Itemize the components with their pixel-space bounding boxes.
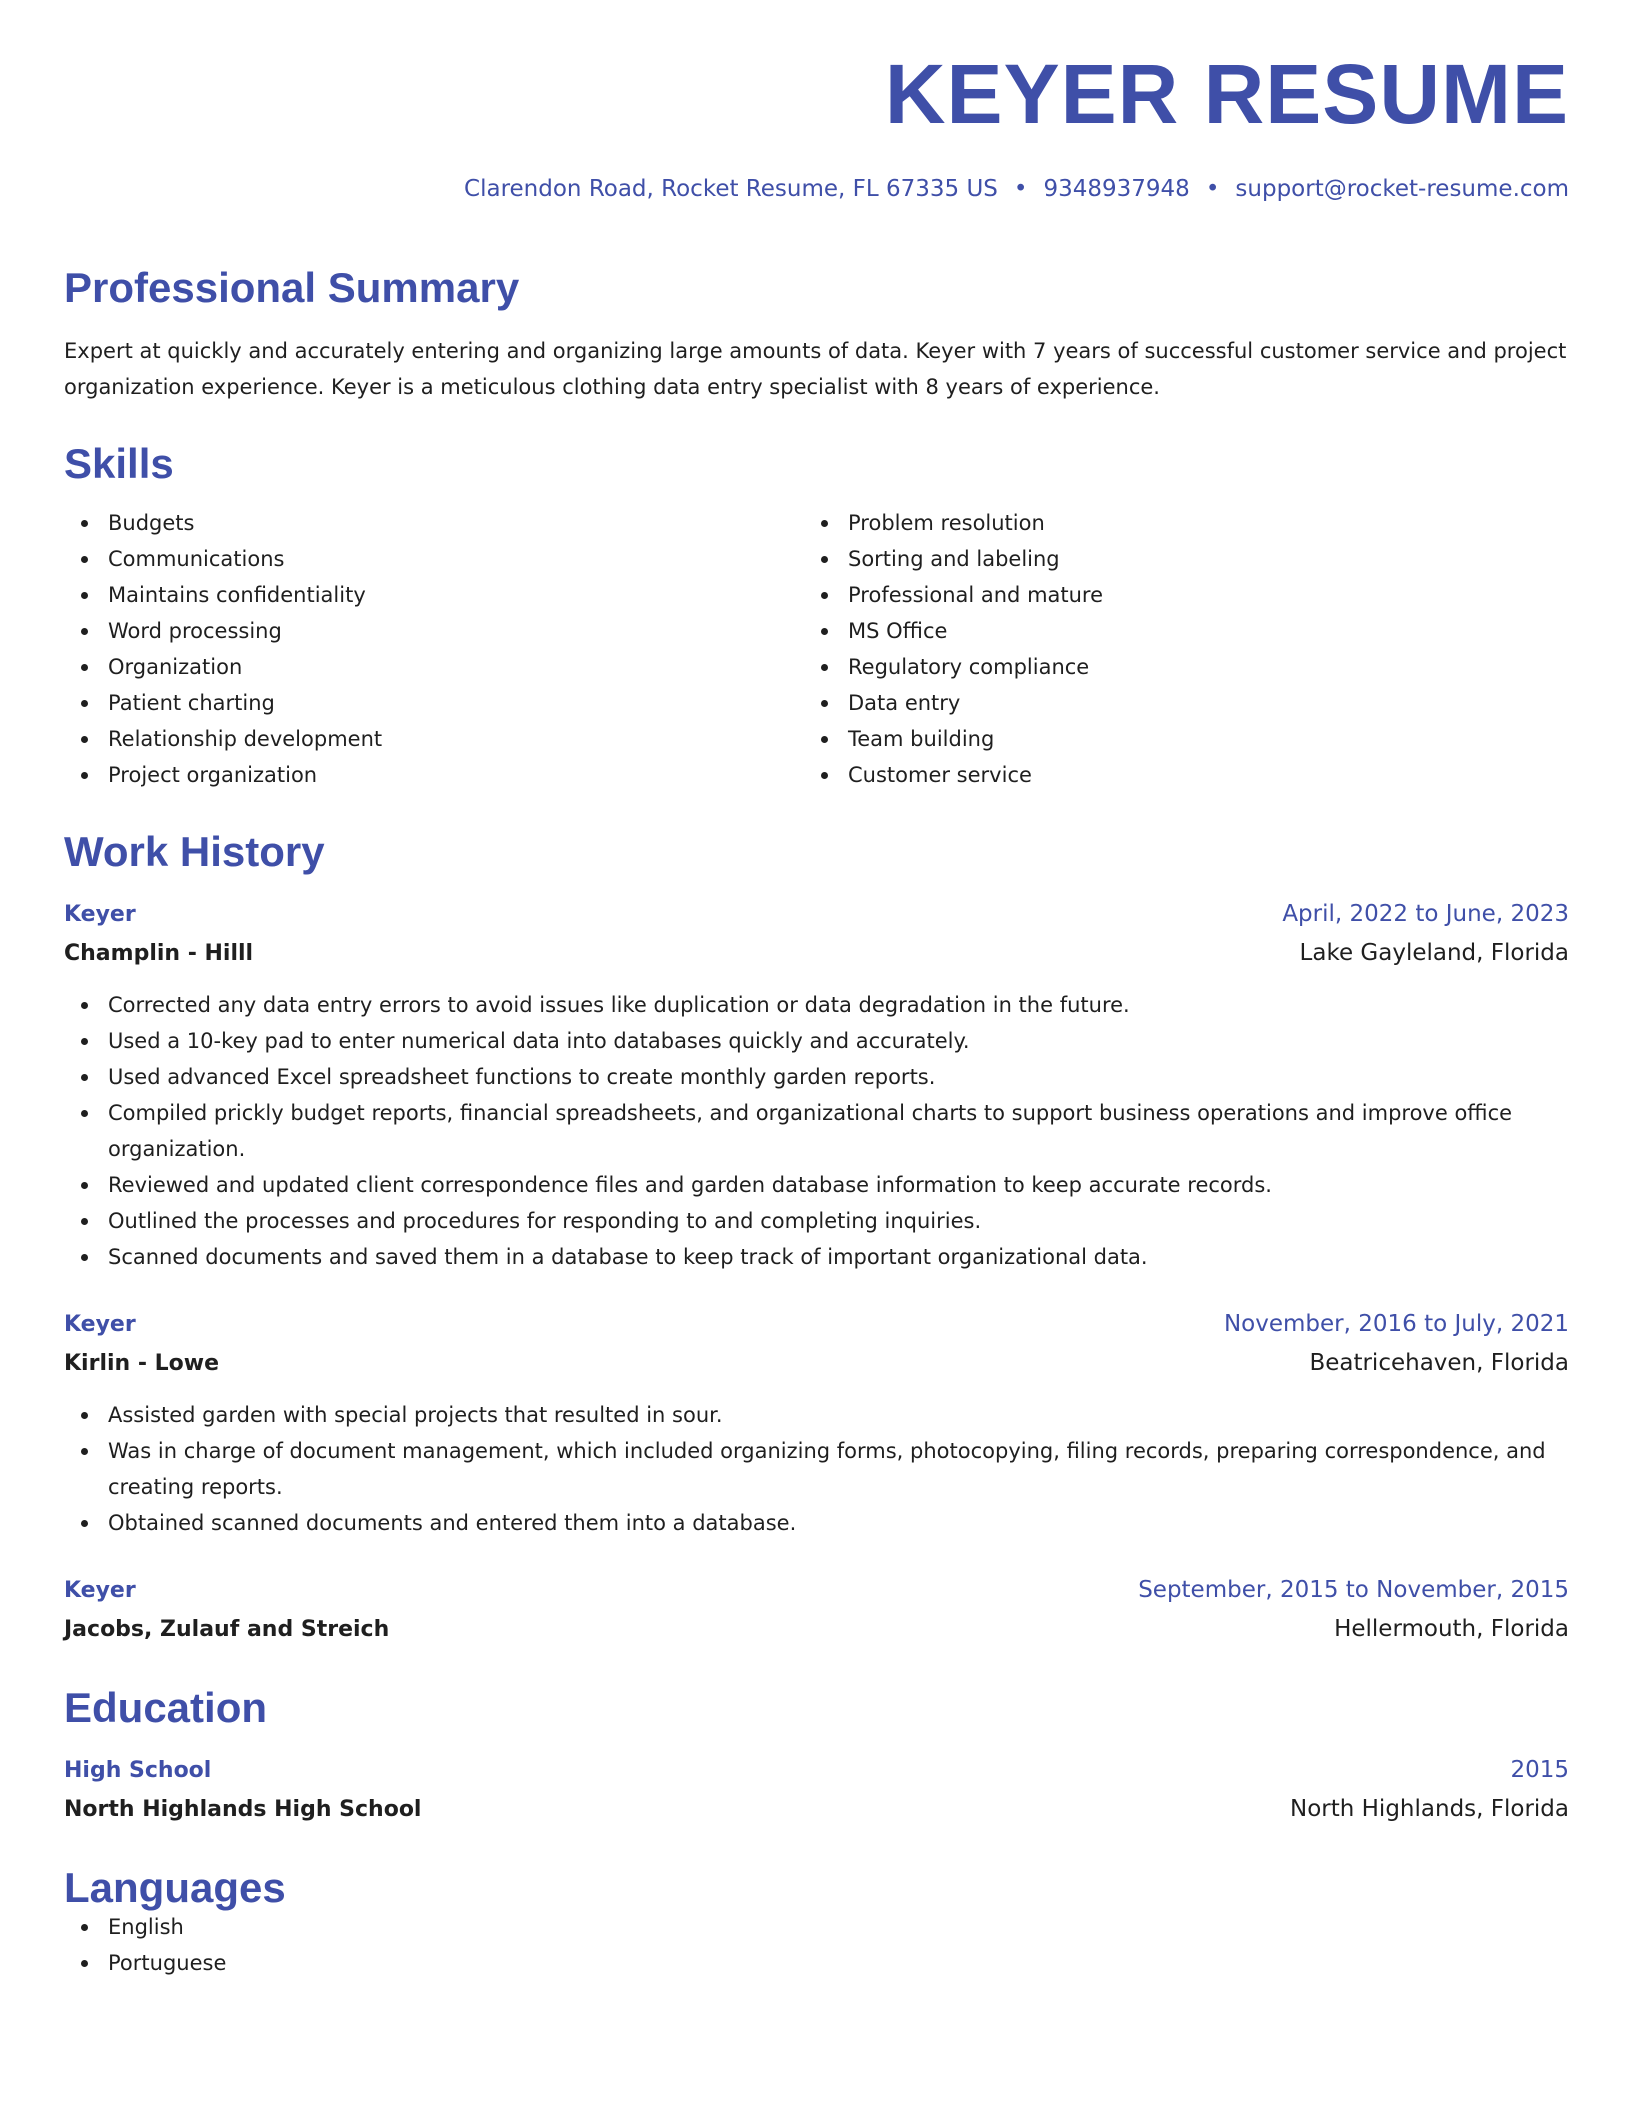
- languages-list: [64, 1909, 1569, 1981]
- job-bullet: Used advanced Excel spreadsheet functions to create monthly garden reports.: [64, 1059, 1568, 1095]
- job-company-row: [64, 1344, 1569, 1383]
- job-bullets: [64, 987, 1569, 1275]
- resume-header: [64, 0, 1569, 201]
- skills-list-right: [804, 505, 1544, 793]
- job-header-row: [64, 1305, 1569, 1344]
- skill-item: Patient charting: [64, 685, 804, 721]
- job-entry: [64, 1305, 1569, 1541]
- job-title: Keyer: [64, 1578, 136, 1603]
- job-bullet: Assisted garden with special projects that resulted in sour.: [64, 1397, 1568, 1433]
- job-entry: [64, 895, 1569, 1275]
- education-school: North Highlands High School: [64, 1797, 422, 1822]
- job-header-row: [64, 1571, 1569, 1610]
- education-year: 2015: [1510, 1757, 1569, 1783]
- skill-item: Data entry: [804, 685, 1544, 721]
- contact-phone: 9348937948: [1043, 176, 1190, 202]
- education-school-row: [64, 1790, 1569, 1829]
- section-title-summary: Professional Summary: [64, 264, 520, 311]
- job-bullet: Scanned documents and saved them in a database to keep track of important organizational data.: [64, 1239, 1568, 1275]
- contact-address: Clarendon Road, Rocket Resume, FL 67335 US: [464, 176, 998, 202]
- job-bullets: [64, 1397, 1569, 1541]
- skill-item: Regulatory compliance: [804, 649, 1544, 685]
- language-item: Portuguese: [64, 1945, 1569, 1981]
- education-header-row: [64, 1751, 1569, 1790]
- language-item: English: [64, 1909, 1569, 1945]
- section-title-languages: Languages: [64, 1864, 286, 1911]
- skill-item: Sorting and labeling: [804, 541, 1544, 577]
- job-company-row: [64, 1610, 1569, 1649]
- job-company: Champlin - Hilll: [64, 941, 254, 966]
- section-title-skills: Skills: [64, 440, 174, 487]
- job-bullet: Compiled prickly budget reports, financial spreadsheets, and organizational charts to support business operations and improve office organization.: [64, 1095, 1568, 1167]
- skills-grid: [64, 505, 1569, 793]
- job-bullet: Was in charge of document management, which included organizing forms, photocopying, filing records, preparing correspondence, and creating reports.: [64, 1433, 1568, 1505]
- skill-item: Word processing: [64, 613, 804, 649]
- job-company: Jacobs, Zulauf and Streich: [64, 1617, 390, 1642]
- skill-item: Team building: [804, 721, 1544, 757]
- job-header-row: [64, 895, 1569, 934]
- job-title: Keyer: [64, 902, 136, 927]
- education-location: North Highlands, Florida: [1290, 1796, 1569, 1822]
- job-company-row: [64, 934, 1569, 973]
- contact-separator: •: [1013, 176, 1028, 202]
- resume-name: KEYER RESUME: [884, 47, 1569, 141]
- skill-item: MS Office: [804, 613, 1544, 649]
- job-company: Kirlin - Lowe: [64, 1351, 220, 1376]
- skill-item: Project organization: [64, 757, 804, 793]
- section-title-work-history: Work History: [64, 828, 325, 875]
- skill-item: Organization: [64, 649, 804, 685]
- skill-item: Relationship development: [64, 721, 804, 757]
- contact-line: [64, 178, 1569, 201]
- job-location: Hellermouth, Florida: [1334, 1616, 1569, 1642]
- job-dates: April, 2022 to June, 2023: [1282, 901, 1569, 927]
- job-dates: September, 2015 to November, 2015: [1138, 1577, 1569, 1603]
- job-location: Beatricehaven, Florida: [1309, 1350, 1569, 1376]
- job-bullet: Outlined the processes and procedures for responding to and completing inquiries.: [64, 1203, 1568, 1239]
- skill-item: Communications: [64, 541, 804, 577]
- job-entry: [64, 1571, 1569, 1649]
- contact-email: support@rocket-resume.com: [1235, 176, 1569, 202]
- job-dates: November, 2016 to July, 2021: [1223, 1311, 1569, 1337]
- job-bullet: Reviewed and updated client correspondence files and garden database information to keep accurate records.: [64, 1167, 1568, 1203]
- skill-item: Maintains confidentiality: [64, 577, 804, 613]
- skill-item: Professional and mature: [804, 577, 1544, 613]
- education-entry: [64, 1751, 1569, 1829]
- summary-text: Expert at quickly and accurately entering and organizing large amounts of data. Keyer with 7 years of successful customer service and project organization experience. Keyer is a meticulous clothing data entry specialist with 8 years of experience.: [64, 339, 1567, 399]
- skill-item: Budgets: [64, 505, 804, 541]
- skills-list-left: [64, 505, 804, 793]
- education-degree: High School: [64, 1758, 212, 1783]
- job-bullet: Corrected any data entry errors to avoid issues like duplication or data degradation in the future.: [64, 987, 1568, 1023]
- job-location: Lake Gayleland, Florida: [1299, 940, 1569, 966]
- skill-item: Problem resolution: [804, 505, 1544, 541]
- job-bullet: Obtained scanned documents and entered them into a database.: [64, 1505, 1568, 1541]
- job-bullet: Used a 10-key pad to enter numerical data into databases quickly and accurately.: [64, 1023, 1568, 1059]
- section-title-education: Education: [64, 1684, 268, 1731]
- contact-separator: •: [1205, 176, 1220, 202]
- skill-item: Customer service: [804, 757, 1544, 793]
- job-title: Keyer: [64, 1312, 136, 1337]
